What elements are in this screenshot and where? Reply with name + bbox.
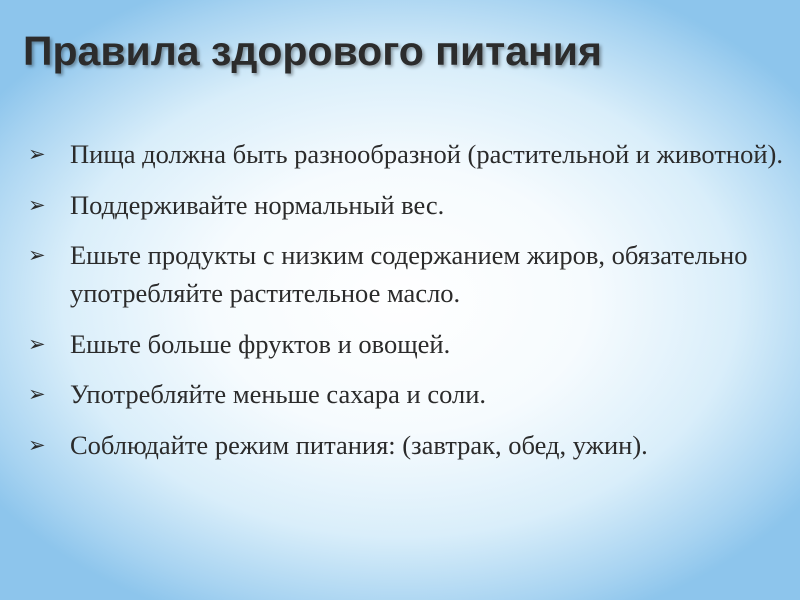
bullet-text: Поддерживайте нормальный вес. — [70, 189, 445, 220]
bullet-list — [28, 135, 783, 476]
arrow-bullet-icon: ➢ — [28, 142, 46, 166]
bullet-text: Ешьте продукты с низким содержанием жиров, обязательно употребляйте растительное масло. — [70, 240, 748, 308]
bullet-text: Пища должна быть разнообразной (растительной и животной). — [70, 139, 783, 169]
bullet-text: Употребляйте меньше сахара и соли. — [70, 379, 487, 409]
arrow-bullet-icon: ➢ — [28, 382, 46, 406]
arrow-bullet-icon: ➢ — [28, 192, 46, 217]
slide-title: Правила здорового питания — [23, 28, 602, 74]
arrow-bullet-icon: ➢ — [28, 432, 46, 457]
bullet-item — [28, 186, 783, 224]
arrow-bullet-icon: ➢ — [28, 243, 46, 267]
bullet-text: Соблюдайте режим питания: (завтрак, обед, ужин). — [70, 429, 648, 460]
bullet-item — [28, 135, 783, 173]
bullet-item — [28, 426, 783, 464]
bullet-text: Ешьте больше фруктов и овощей. — [70, 328, 451, 359]
arrow-bullet-icon: ➢ — [28, 331, 46, 356]
bullet-item — [28, 375, 783, 413]
bullet-item — [28, 325, 783, 363]
bullet-item — [28, 236, 783, 312]
